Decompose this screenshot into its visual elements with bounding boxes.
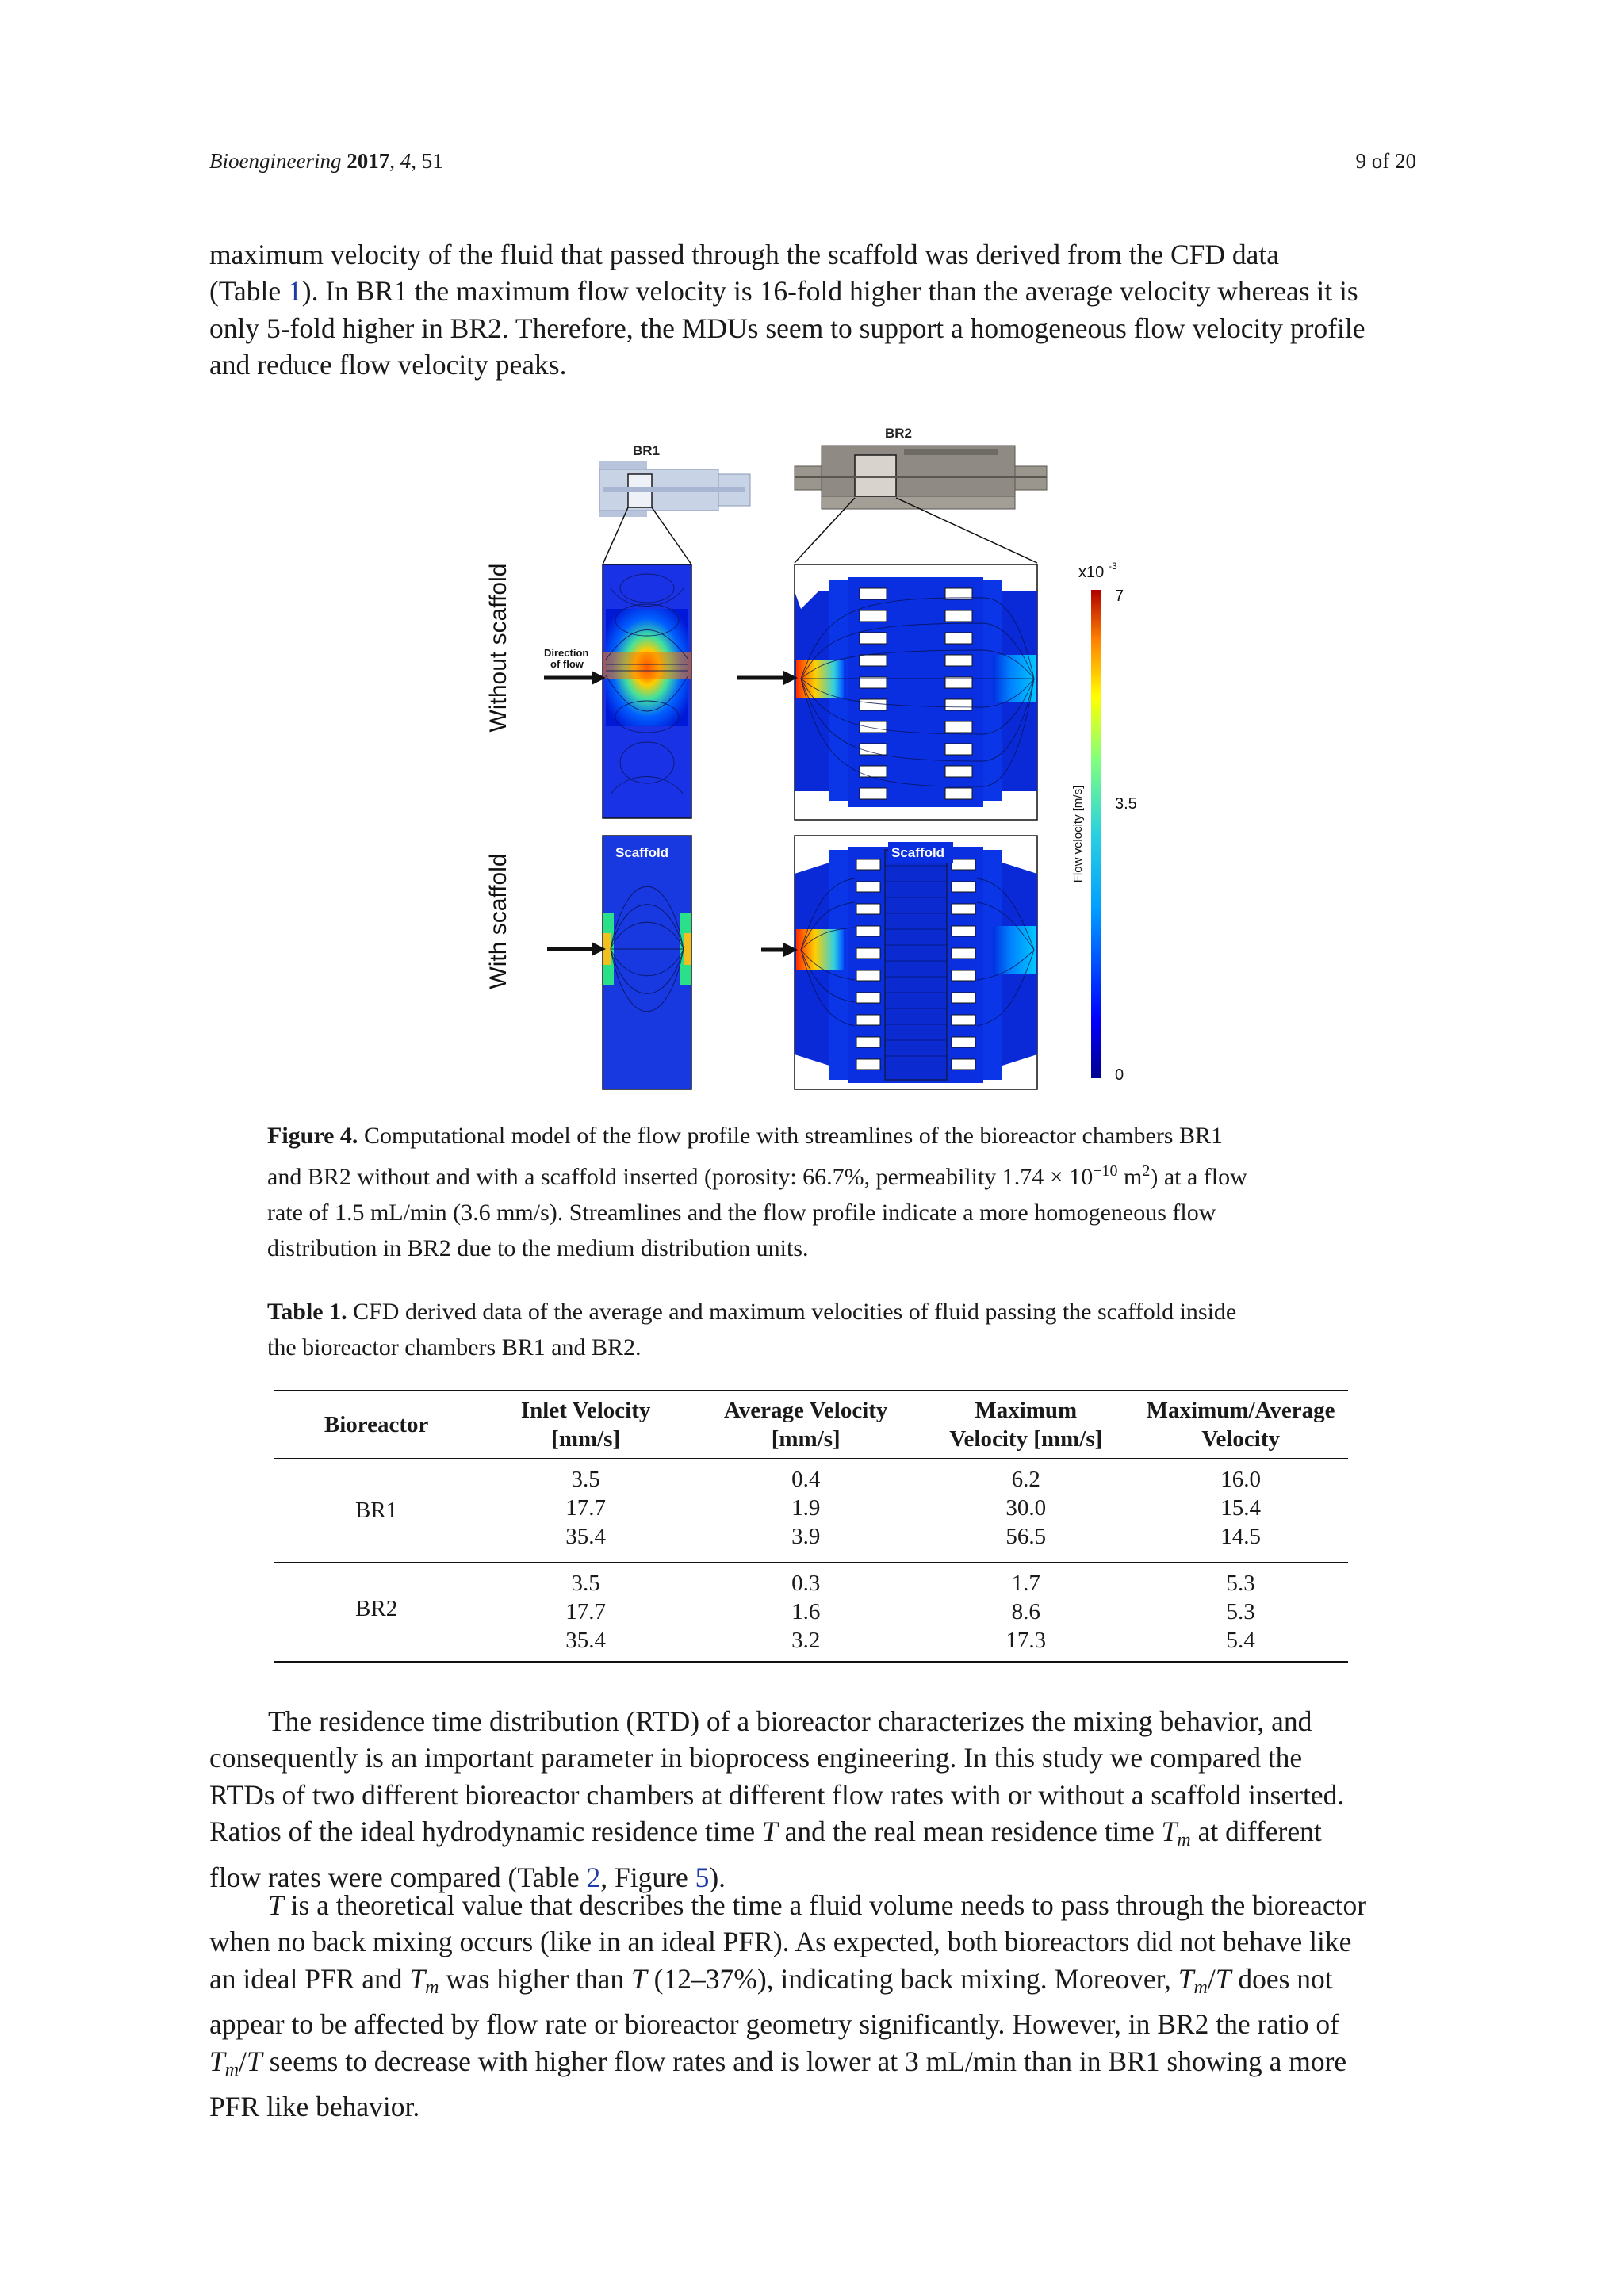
flow-arrow-icon [547, 942, 606, 956]
text-span: and the real mean residence time [777, 1816, 1162, 1848]
page-number: 9 of 20 [1355, 149, 1416, 173]
flow-arrow-icon [737, 671, 798, 685]
text-line: appear to be affected by flow rate or bioreactor geometry significantly. However, in BR2 the ratio of [209, 2008, 1339, 2041]
journal-citation [209, 149, 443, 174]
text-span: ). [709, 1861, 726, 1893]
header-inlet-velocity [478, 1391, 693, 1459]
scaffold-label-br1: Scaffold [615, 845, 669, 860]
table-caption [267, 1294, 1358, 1365]
text-span: (12–37%), indicating back mixing. Moreover, [646, 1962, 1178, 1995]
header-maximum-velocity [918, 1391, 1133, 1459]
table-cell: 5.3 [1226, 1599, 1255, 1624]
header-text: Inlet Velocity [520, 1398, 651, 1423]
caption-text: Computational model of the flow profile with streamlines of the bioreactor chambers BR1 [358, 1123, 1223, 1149]
text-span: Ratios of the ideal hydrodynamic residence time [209, 1816, 762, 1848]
caption-line [267, 1118, 1358, 1154]
header-text: Velocity [mm/s] [949, 1426, 1103, 1452]
text-span: was higher than [439, 1962, 632, 1995]
caption-text: CFD derived data of the average and maximum velocities of fluid passing the scaffold inside [347, 1299, 1237, 1325]
colorbar [1071, 561, 1137, 1084]
br1-with-scaffold-panel [547, 836, 691, 1089]
row-label-with-scaffold: With scaffold [485, 853, 511, 989]
text-line: when no back mixing occurs (like in an ideal PFR). As expected, both bioreactors did not behave like [209, 1926, 1352, 1958]
text-line [209, 1961, 1416, 2006]
subscript-m: m [1177, 1830, 1191, 1851]
caption-line [267, 1154, 1358, 1195]
table-2-link[interactable]: 2 [586, 1861, 601, 1893]
table-cell: 3.9 [791, 1524, 821, 1549]
figure-5-link[interactable]: 5 [695, 1861, 710, 1893]
symbol-T: T [209, 2045, 225, 2077]
header-text: [mm/s] [771, 1426, 841, 1452]
br2-housing-drawing [795, 446, 1047, 509]
journal-volume: 4 [400, 149, 412, 173]
table-cell: 6.2 [1011, 1467, 1040, 1492]
table-cell: 15.4 [1220, 1495, 1261, 1521]
direction-label-2: of flow [550, 658, 584, 670]
flow-arrow-icon [544, 671, 606, 685]
text-line [209, 1887, 1416, 1923]
scaffold-label-br2: Scaffold [891, 845, 945, 860]
text-span: (Table [209, 275, 289, 308]
table-1-link[interactable]: 1 [288, 275, 302, 308]
caption-text: m [1117, 1164, 1143, 1190]
intro-paragraph [209, 236, 1416, 384]
header-average-velocity [693, 1391, 918, 1459]
table-cell: 5.4 [1226, 1628, 1255, 1653]
text-span: , Figure [600, 1861, 695, 1893]
subscript-m: m [224, 2059, 239, 2080]
text-line: maximum velocity of the fluid that passed through the scaffold was derived from the CFD data [209, 239, 1280, 270]
header-text: Bioreactor [324, 1412, 429, 1437]
symbol-T: T [1215, 1962, 1231, 1995]
subscript-m: m [1193, 1976, 1208, 1998]
rtd-paragraph [209, 1703, 1416, 1896]
figure-4 [476, 422, 1158, 1096]
text-line [209, 273, 1416, 309]
table-cell: 17.3 [1005, 1628, 1047, 1653]
text-span: seems to decrease with higher flow rates and is lower at 3 mL/min than in BR1 showing a more [262, 2045, 1347, 2077]
row-label-without-scaffold: Without scaffold [485, 563, 511, 733]
symbol-T: T [631, 1962, 647, 1995]
table-row [274, 1563, 1348, 1598]
colorbar-max: 7 [1115, 587, 1124, 605]
colorbar-gradient [1091, 590, 1101, 1078]
text-span: / [1207, 1962, 1216, 1995]
table-cell: 17.7 [565, 1599, 607, 1624]
group-label-br2: BR2 [355, 1596, 398, 1621]
br1-without-scaffold-panel [544, 564, 691, 818]
text-line: only 5-fold higher in BR2. Therefore, the MDUs seem to support a homogeneous flow velocity profile [209, 312, 1365, 344]
header-text: Average Velocity [723, 1398, 888, 1423]
article-number: , 51 [411, 149, 443, 173]
table-label: Table 1. [267, 1299, 347, 1325]
text-span: at different [1190, 1816, 1322, 1848]
table-cell: 3.5 [571, 1467, 600, 1492]
text-line: The residence time distribution (RTD) of a bioreactor characterizes the mixing behavior, and [268, 1705, 1312, 1737]
br1-label: BR1 [633, 443, 661, 458]
comma: , [389, 149, 400, 173]
symbol-T: T [761, 1816, 778, 1848]
header-text: Maximum [975, 1398, 1078, 1423]
br2-without-scaffold-panel [737, 564, 1037, 820]
figure-caption [267, 1118, 1358, 1266]
header-max-avg-velocity [1133, 1391, 1348, 1459]
colorbar-mid: 3.5 [1115, 795, 1137, 813]
caption-line: distribution in BR2 due to the medium distribution units. [267, 1235, 809, 1261]
text-line: consequently is an important parameter in bioprocess engineering. In this study we compared the [209, 1742, 1303, 1774]
text-span: an ideal PFR and [209, 1962, 410, 1995]
caption-exponent: 2 [1142, 1162, 1151, 1180]
text-span: does not [1231, 1962, 1333, 1995]
table-cell: 1.6 [791, 1599, 821, 1624]
table-cell: 1.9 [791, 1495, 821, 1521]
caption-line: the bioreactor chambers BR1 and BR2. [267, 1334, 642, 1360]
table-header-row [274, 1391, 1348, 1459]
table-cell: 17.7 [565, 1495, 607, 1521]
symbol-Tm: T [1161, 1816, 1178, 1848]
header-bioreactor [274, 1391, 478, 1459]
symbol-T: T [1178, 1962, 1194, 1995]
velocity-table [274, 1390, 1348, 1663]
symbol-T: T [268, 1889, 284, 1921]
caption-line: rate of 1.5 mL/min (3.6 mm/s). Streamlines and the flow profile indicate a more homogeneous flow [267, 1200, 1216, 1226]
text-line: RTDs of two different bioreactor chambers at different flow rates with or without a scaffold inserted. [209, 1778, 1345, 1811]
caption-exponent: −10 [1093, 1162, 1118, 1180]
table-cell: 14.5 [1220, 1524, 1261, 1549]
text-line [209, 1813, 1416, 1858]
header-text: Maximum/Average [1146, 1398, 1335, 1423]
group-label-br1: BR1 [355, 1498, 398, 1523]
br2-label: BR2 [885, 426, 913, 441]
colorbar-exponent: -3 [1109, 561, 1117, 572]
header-text: [mm/s] [551, 1426, 621, 1452]
text-span: / [239, 2045, 247, 2077]
table-cell: 8.6 [1011, 1599, 1040, 1624]
table-cell: 3.2 [791, 1628, 821, 1653]
text-span: ). In BR1 the maximum flow velocity is 16-fold higher than the average velocity whereas it is [301, 275, 1358, 308]
caption-text: ) at a flow [1150, 1164, 1247, 1190]
direction-label: Direction [544, 647, 589, 659]
table-cell: 0.4 [791, 1467, 821, 1492]
table-cell: 16.0 [1220, 1467, 1261, 1492]
br2-with-scaffold-panel [761, 836, 1037, 1089]
table-cell: 56.5 [1005, 1524, 1047, 1549]
table-cell: 0.3 [791, 1571, 821, 1596]
text-line [209, 2043, 1416, 2088]
caption-text: and BR2 without and with a scaffold inserted (porosity: 66.7%, permeability 1.74 × 10 [267, 1164, 1094, 1190]
flow-arrow-icon [761, 943, 798, 957]
page-header [209, 149, 1416, 181]
br1-housing-drawing [599, 461, 750, 517]
text-line: PFR like behavior. [209, 2091, 420, 2123]
colorbar-exponent-base: x10 [1078, 564, 1105, 581]
text-span: is a theoretical value that describes the time a fluid volume needs to pass through the bioreactor [283, 1889, 1367, 1921]
symbol-T: T [409, 1962, 426, 1995]
colorbar-title: Flow velocity [m/s] [1071, 785, 1085, 883]
table-cell: 30.0 [1005, 1495, 1047, 1521]
text-line: and reduce flow velocity peaks. [209, 349, 567, 381]
t-paragraph [209, 1887, 1416, 2125]
colorbar-min: 0 [1115, 1066, 1124, 1084]
table-cell: 5.3 [1226, 1571, 1255, 1596]
symbol-T: T [246, 2045, 262, 2077]
header-text: Velocity [1201, 1426, 1280, 1452]
table-cell: 35.4 [565, 1524, 607, 1549]
journal-name: Bioengineering [209, 149, 342, 173]
journal-year: 2017 [347, 149, 390, 173]
table-cell: 3.5 [571, 1571, 600, 1596]
subscript-m: m [425, 1976, 439, 1998]
caption-line [267, 1294, 1358, 1330]
table-cell: 35.4 [565, 1628, 607, 1653]
table-1 [274, 1390, 1348, 1663]
table-row [274, 1459, 1348, 1494]
figure-label: Figure 4. [267, 1123, 358, 1149]
table-cell: 1.7 [1011, 1571, 1040, 1596]
text-span: flow rates were compared (Table [209, 1861, 587, 1893]
